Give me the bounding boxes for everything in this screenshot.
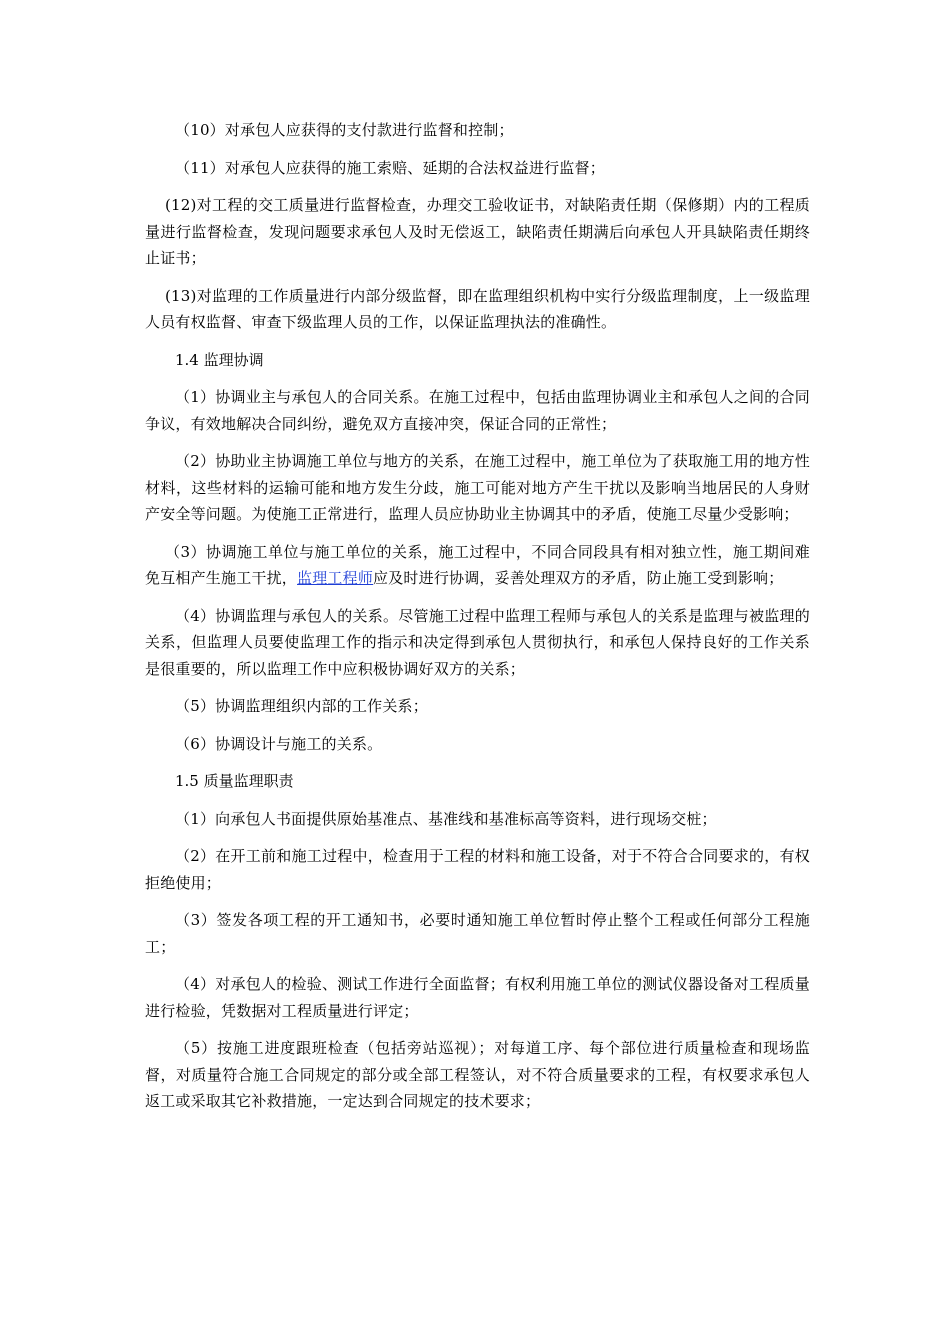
document-page (145, 117, 810, 1126)
paragraph-quality-1: （1）向承包人书面提供原始基准点、基准线和基准标高等资料，进行现场交桩； (175, 809, 717, 828)
paragraph-coord-1: （1）协调业主与承包人的合同关系。在施工过程中，包括由监理协调业主和承包人之间的合同争议，有效地解决合同纠纷，避免双方直接冲突，保证合同的正常性； (145, 388, 810, 433)
paragraph-coord-3 (145, 539, 810, 592)
paragraph-item-10: （10）对承包人应获得的支付款进行监督和控制； (175, 121, 514, 139)
paragraph-item-13: (13)对监理的工作质量进行内部分级监督，即在监理组织机构中实行分级监理制度，上一级监理人员有权监督、审查下级监理人员的工作，以保证监理执法的准确性。 (145, 286, 810, 331)
paragraph-coord-3-before: （3）协调施工单位与施工单位的关系，施工过程中，不同合同段具有相对独立性，施工期间难免互相产生施工干扰， (145, 542, 810, 587)
paragraph-coord-6: （6）协调设计与施工的关系。 (175, 734, 383, 753)
paragraph-coord-2: （2）协助业主协调施工单位与地方的关系，在施工过程中，施工单位为了获取施工用的地方性材料，这些材料的运输可能和地方发生分歧，施工可能对地方产生干扰以及影响当地居民的人身财产安全等问题。为使施工正常进行，监理人员应协助业主协调其中的矛盾，使施工尽量少受影响； (145, 452, 810, 523)
section-heading-1-5: 1.5 质量监理职责 (175, 772, 294, 790)
supervising-engineer-link[interactable]: 监理工程师 (297, 569, 374, 587)
paragraph-item-12: (12)对工程的交工质量进行监督检查，办理交工验收证书，对缺陷责任期（保修期）内的工程质量进行监督检查，发现问题要求承包人及时无偿返工，缺陷责任期满后向承包人开具缺陷责任期终止证书； (145, 196, 810, 267)
paragraph-quality-4: （4）对承包人的检验、测试工作进行全面监督；有权利用施工单位的测试仪器设备对工程质量进行检验，凭数据对工程质量进行评定； (145, 975, 810, 1020)
paragraph-coord-4: （4）协调监理与承包人的关系。尽管施工过程中监理工程师与承包人的关系是监理与被监理的关系，但监理人员要使监理工作的指示和决定得到承包人贯彻执行，和承包人保持良好的工作关系是很重要的，所以监理工作中应积极协调好双方的关系； (145, 606, 810, 678)
paragraph-quality-3: （3）签发各项工程的开工通知书，必要时通知施工单位暂时停止整个工程或任何部分工程施工； (145, 911, 810, 956)
paragraph-coord-3-after: 应及时进行协调，妥善处理双方的矛盾，防止施工受到影响； (373, 569, 784, 587)
paragraph-coord-5: （5）协调监理组织内部的工作关系； (175, 697, 428, 715)
paragraph-item-11: （11）对承包人应获得的施工索赔、延期的合法权益进行监督； (175, 158, 605, 177)
section-heading-1-4: 1.4 监理协调 (175, 350, 264, 369)
paragraph-quality-5: （5）按施工进度跟班检查（包括旁站巡视）；对每道工序、每个部位进行质量检查和现场监督，对质量符合施工合同规定的部分或全部工程签认，对不符合质量要求的工程，有权要求承包人返工或采取其它补救措施，一定达到合同规定的技术要求； (145, 1039, 810, 1110)
paragraph-quality-2: （2）在开工前和施工过程中，检查用于工程的材料和施工设备，对于不符合合同要求的，有权拒绝使用； (145, 847, 810, 892)
